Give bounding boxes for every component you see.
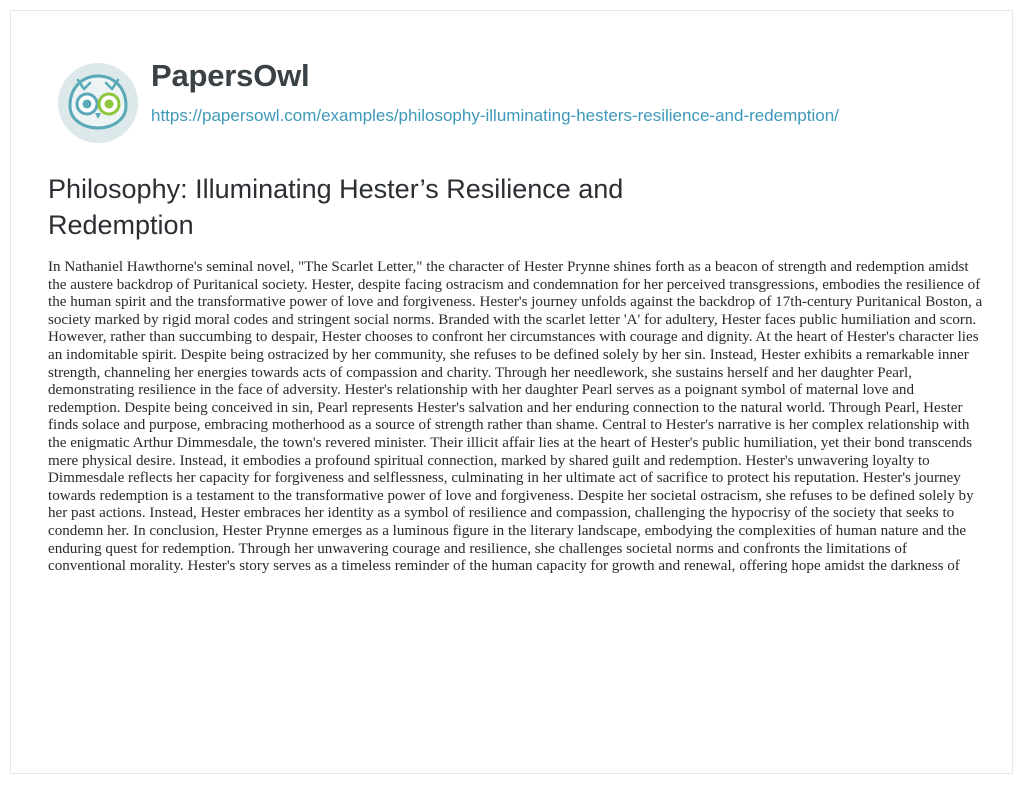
source-url-link[interactable]: https://papersowl.com/examples/philosophy-illuminating-hesters-resilience-and-redemption/ [151,106,839,125]
article-body: In Nathaniel Hawthorne's seminal novel, "The Scarlet Letter," the character of Hester Prynne shines forth as a beacon of strength and redemption amidst the austere backdrop of Puritanical society. Hester, despite facing ostracism and condemnation for her perceived transgressions, embodies the resilience of the human spirit and the transformative power of love and forgiveness. Hester's journey unfolds against the backdrop of 17th-century Puritanical Boston, a society marked by rigid moral codes and stringent social norms. Branded with the scarlet letter 'A' for adultery, Hester faces public humiliation and scorn. However, rather than succumbing to despair, Hester chooses to confront her circumstances with courage and dignity. At the heart of Hester's character lies an indomitable spirit. Despite being ostracized by her community, she refuses to be defined solely by her sin. Instead, Hester exhibits a remarkable inner strength, channeling her energies towards acts of compassion and charity. Through her needlework, she sustains herself and her daughter Pearl, demonstrating resilience in the face of adversity. Hester's relationship with her daughter Pearl serves as a poignant symbol of maternal love and redemption. Despite being conceived in sin, Pearl represents Hester's salvation and her enduring connection to the natural world. Through Pearl, Hester finds solace and purpose, embracing motherhood as a source of strength rather than shame. Central to Hester's narrative is her complex relationship with the enigmatic Arthur Dimmesdale, the town's revered minister. Their illicit affair lies at the heart of Hester's public humiliation, yet their bond transcends mere physical desire. Instead, it embodies a profound spiritual connection, marked by shared guilt and redemption. Hester's unwavering loyalty to Dimmesdale reflects her capacity for forgiveness and selflessness, culminating in her ultimate act of sacrifice to protect his reputation. Hester's journey towards redemption is a testament to the transformative power of love and forgiveness. Despite her societal ostracism, she refuses to be defined solely by her past actions. Instead, Hester embraces her identity as a symbol of resilience and compassion, challenging the hypocrisy of the society that seeks to condemn her. In conclusion, Hester Prynne emerges as a luminous figure in the literary landscape, embodying the complexities of human nature and the enduring quest for redemption. Through her unwavering courage and resilience, she challenges societal norms and confronts the limitations of conventional morality. Hester's story serves as a timeless reminder of the human capacity for growth and renewal, offering hope amidst the darkness of [48,259,983,575]
owl-logo-icon[interactable] [48,56,148,151]
page-title: Philosophy: Illuminating Hester’s Resilience and Redemption [48,174,624,240]
site-name[interactable]: PapersOwl [151,58,310,93]
owl-logo-graphic [48,56,148,151]
